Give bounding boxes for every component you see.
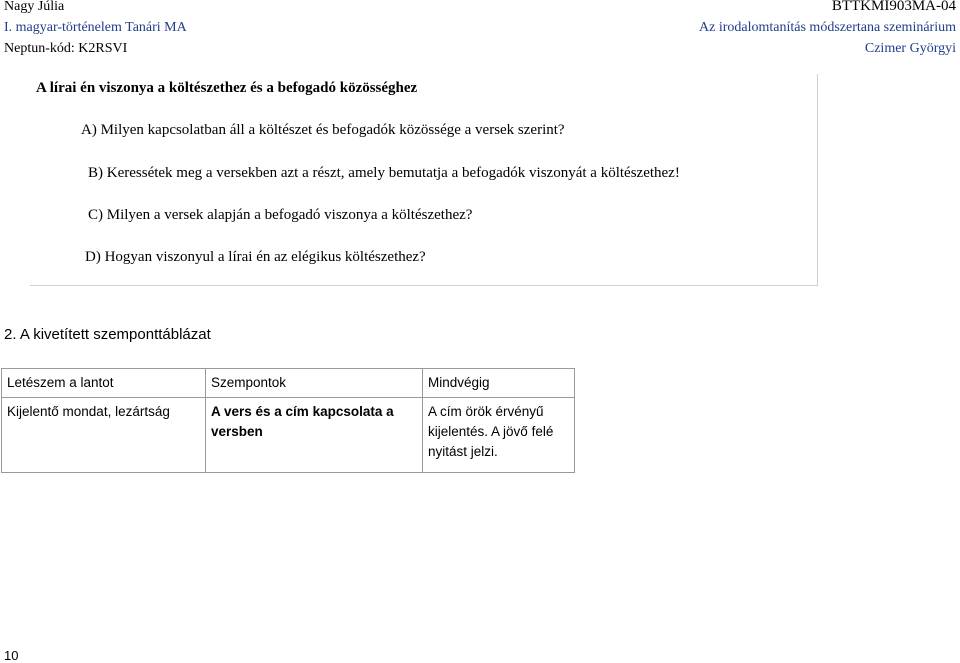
table-cell: Kijelentő mondat, lezártság: [2, 398, 206, 473]
table-row: [2, 398, 575, 473]
question-b: B) Keressétek meg a versekben azt a részt, amely bemutatja a befogadók viszonyát a költészethez!: [88, 165, 680, 181]
program-name: I. magyar-történelem Tanári MA: [4, 20, 187, 35]
neptun-code: Neptun-kód: K2RSVI: [4, 41, 128, 56]
author-name: Nagy Júlia: [4, 0, 65, 14]
header-left: [4, 0, 187, 59]
section-title: 2. A kivetített szemponttáblázat: [4, 326, 211, 343]
table-header-cell: Szempontok: [206, 369, 423, 398]
question-d: D) Hogyan viszonyul a lírai én az elégikus költészethez?: [85, 249, 426, 265]
table-cell: A cím örök érvényű kijelentés. A jövő felé nyitást jelzi.: [423, 398, 575, 473]
table-header-cell: Mindvégig: [423, 369, 575, 398]
table-header-row: [2, 369, 575, 398]
course-code: BTTKMI903MA-04: [831, 0, 956, 14]
table-header-cell: Letészem a lantot: [2, 369, 206, 398]
table-cell: A vers és a cím kapcsolata a versben: [206, 398, 423, 473]
task-title: A lírai én viszonya a költészethez és a befogadó közösséghez: [36, 80, 418, 96]
question-c: C) Milyen a versek alapján a befogadó viszonya a költészethez?: [88, 207, 473, 223]
header-right: [699, 0, 956, 59]
page-number: 10: [4, 648, 19, 663]
course-name: Az irodalomtanítás módszertana szeminárium: [699, 20, 956, 35]
instructor-name: Czimer Györgyi: [864, 41, 956, 56]
question-a: A) Milyen kapcsolatban áll a költészet és befogadók közössége a versek szerint?: [81, 122, 565, 138]
criteria-table: [1, 368, 575, 473]
